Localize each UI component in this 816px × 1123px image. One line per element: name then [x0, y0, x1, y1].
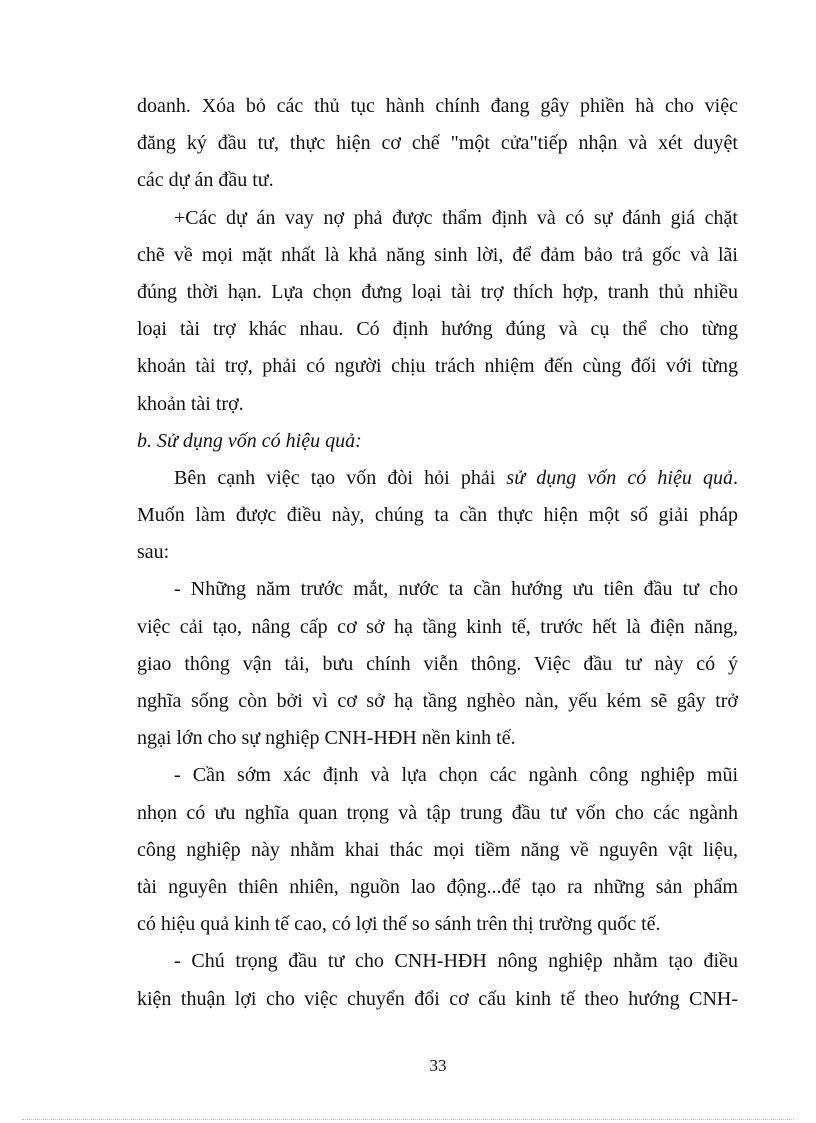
paragraph	[137, 571, 738, 757]
section-heading	[137, 423, 738, 460]
paragraph	[137, 757, 738, 943]
text-line: tài nguyên thiên nhiên, nguồn lao động...để tạo ra những sản phẩm	[137, 875, 738, 898]
text-line: công nghiệp này nhằm khai thác mọi tiềm năng về nguyên vật liệu,	[137, 838, 738, 861]
body-text	[137, 88, 738, 1018]
text-line: doanh. Xóa bỏ các thủ tục hành chính đang gây phiền hà cho việc	[137, 95, 738, 117]
paragraph	[137, 200, 738, 423]
text-line: đăng ký đầu tư, thực hiện cơ chế "một cửa"tiếp nhận và xét duyệt	[137, 132, 738, 155]
paragraph	[137, 88, 738, 200]
text-line: giao thông vận tải, bưu chính viễn thông. Việc đầu tư này có ý	[137, 652, 738, 675]
text-line: Bên cạnh việc tạo vốn đòi hỏi phải sử dụng vốn có hiệu quả.	[174, 466, 738, 489]
footer-dotted-rule	[22, 1119, 794, 1120]
text-line: Muốn làm được điều này, chúng ta cần thực hiện một số giải pháp	[137, 504, 738, 527]
paragraph	[137, 460, 738, 572]
text-line: nhọn có ưu nghĩa quan trọng và tập trung đầu tư vốn cho các ngành	[137, 801, 738, 824]
text-line: ngại lớn cho sự nghiệp CNH-HĐH nền kinh tế.	[137, 727, 516, 750]
text-line: việc cải tạo, nâng cấp cơ sở hạ tầng kinh tế, trước hết là điện năng,	[137, 615, 738, 638]
text-line: b. Sử dụng vốn có hiệu quả:	[137, 429, 362, 452]
page-number: 33	[429, 1056, 447, 1075]
text-line: nghĩa sống còn bởi vì cơ sở hạ tầng nghèo nàn, yếu kém sẽ gây trở	[137, 690, 738, 712]
text-line: khoản tài trợ, phải có người chịu trách nhiệm đến cùng đối với từng	[137, 355, 738, 378]
paragraph	[137, 943, 738, 1017]
text-line: đúng thời hạn. Lựa chọn đưng loại tài trợ thích hợp, tranh thủ nhiều	[137, 280, 738, 303]
text-line: loại tài trợ khác nhau. Có định hướng đúng và cụ thể cho từng	[137, 318, 738, 341]
text-line: sau:	[137, 541, 170, 564]
emphasis-text: sử dụng vốn có hiệu quả	[506, 466, 733, 489]
text-line: +Các dự án vay nợ phả được thẩm định và có sự đánh giá chặt	[174, 206, 738, 229]
text-line: - Cần sớm xác định và lựa chọn các ngành công nghiệp mũi	[174, 764, 738, 787]
text-line: - Những năm trước mắt, nước ta cần hướng ưu tiên đầu tư cho	[174, 578, 738, 601]
text-line: chẽ về mọi mặt nhất là khả năng sinh lời, để đảm bảo trả gốc và lãi	[137, 243, 738, 266]
text-line: khoản tài trợ.	[137, 392, 244, 415]
text-line: - Chú trọng đầu tư cho CNH-HĐH nông nghiệp nhằm tạo điều	[174, 950, 738, 973]
text-line: có hiệu quả kinh tế cao, có lợi thế so sánh trên thị trường quốc tế.	[137, 913, 661, 936]
text-line: các dự án đầu tư.	[137, 169, 274, 192]
text-line: kiện thuận lợi cho việc chuyển đổi cơ cấu kinh tế theo hướng CNH-	[137, 987, 738, 1010]
